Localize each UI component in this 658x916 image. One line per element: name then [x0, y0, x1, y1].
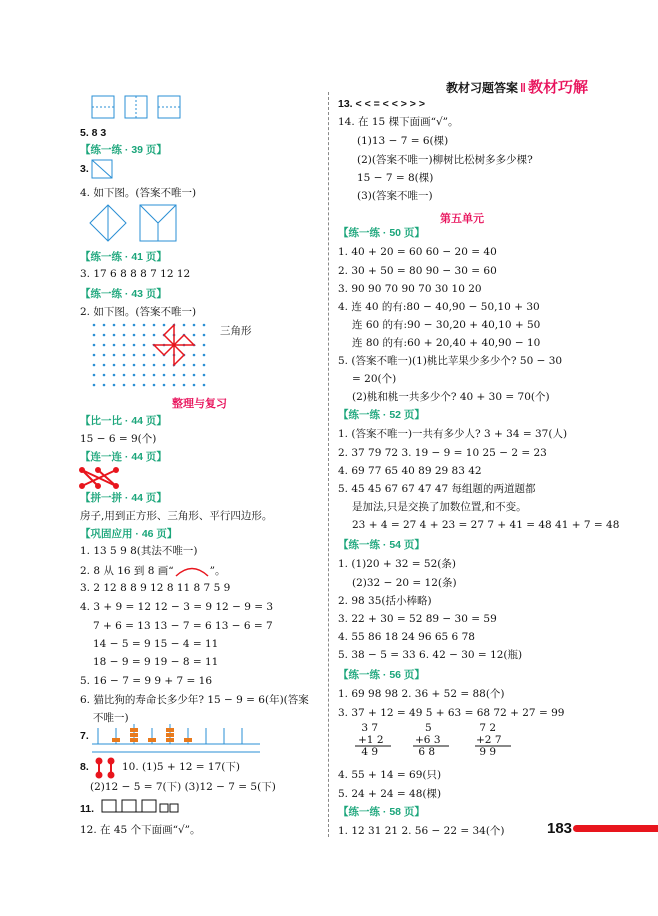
- answer-line: 5. 38 − 5 = 33 6. 42 − 30 = 12(瓶): [338, 649, 523, 661]
- header-separator: ‖: [520, 81, 526, 95]
- header-left: 教材习题答案: [445, 81, 518, 95]
- calc-lines: [355, 745, 515, 747]
- answer-line: 2. 98 35(括小棒略): [338, 595, 432, 607]
- shape-label: 三角形: [220, 325, 252, 337]
- page-number-bar: [573, 825, 658, 832]
- rope-figure: [95, 758, 117, 778]
- column-divider: [328, 92, 329, 837]
- answer-line: 4. 55 86 18 24 96 65 6 78: [338, 631, 475, 643]
- answer-line: 1. 40 + 20 = 60 60 − 20 = 40: [338, 246, 497, 258]
- answer-line: 5. (答案不唯一)(1)桃比苹果少多少个? 50 − 30: [338, 355, 563, 367]
- answer-line: 5. 45 45 67 67 47 47 每组题的两道题都: [338, 483, 536, 495]
- answer-line: (1)13 − 7 = 6(棵): [357, 135, 449, 147]
- shapes-figure: [90, 205, 180, 243]
- answer-line: 1. 69 98 98 2. 36 + 52 = 88(个): [338, 688, 505, 700]
- section-heading: 【巩固应用 · 46 页】: [80, 528, 178, 540]
- answer-text: 2. 8 从 16 到 8 画“: [80, 565, 174, 577]
- dot-grid-figure: [92, 323, 212, 391]
- page-number: 183: [547, 820, 573, 837]
- answer-line: 15 − 6 = 9(个): [80, 433, 157, 445]
- matching-figure: [80, 468, 120, 488]
- answer-line: [80, 565, 226, 577]
- answer-line: (3)(答案不唯一): [357, 190, 433, 202]
- squares-figure: [102, 800, 182, 814]
- answer-line: 10. (1)5 + 12 = 17(下): [122, 761, 240, 773]
- section-heading: 【连一连 · 44 页】: [80, 451, 167, 463]
- answer-line: 2. 37 79 72 3. 19 − 9 = 10 25 − 2 = 23: [338, 447, 547, 459]
- section-heading: 【拼一拼 · 44 页】: [80, 492, 167, 504]
- section-heading: 【练一练 · 56 页】: [338, 669, 425, 681]
- answer-line: 1. 12 31 21 2. 56 − 22 = 34(个): [338, 825, 505, 837]
- answer-line: 2. 30 + 50 = 80 90 − 30 = 60: [338, 265, 497, 277]
- answer-line: (2)(答案不唯一)柳树比松树多多少棵?: [357, 154, 533, 166]
- answer-line: 15 − 7 = 8(棵): [357, 172, 434, 184]
- answer-line: 5. 8 3: [80, 127, 107, 139]
- answer-line: 23 + 4 = 27 4 + 23 = 27 7 + 41 = 48 41 + 7 = 48: [352, 519, 620, 531]
- unit-heading: 第五单元: [440, 213, 484, 225]
- section-heading: 【练一练 · 43 页】: [80, 288, 167, 300]
- answer-line: 4. 55 + 14 = 69(只): [338, 769, 442, 781]
- answer-line: 1. (答案不唯一)一共有多少人? 3 + 34 = 37(人): [338, 428, 568, 440]
- answer-line: 4. 如下图。(答案不唯一): [80, 187, 197, 199]
- page-header: [446, 76, 588, 97]
- answer-line: (2)桃和桃一共多少个? 40 + 30 = 70(个): [352, 391, 550, 403]
- answer-line: 11.: [80, 803, 95, 815]
- answer-line: 连 80 的有:60 + 20,40 + 40,90 − 10: [352, 337, 541, 349]
- answer-line: 3. 22 + 30 = 52 89 − 30 = 59: [338, 613, 497, 625]
- arc-mark-icon: [174, 565, 210, 577]
- folding-squares-figure: [92, 96, 182, 120]
- section-heading: 【练一练 · 58 页】: [338, 806, 425, 818]
- answer-line: 12. 在 45 个下面画“√”。: [80, 824, 201, 836]
- answer-line: 7 + 6 = 13 13 − 7 = 6 13 − 6 = 7: [93, 620, 273, 632]
- answer-line: 3. 37 + 12 = 49 5 + 63 = 68 72 + 27 = 99: [338, 707, 565, 719]
- answer-line: 房子,用到正方形、三角形、平行四边形。: [80, 510, 273, 522]
- section-heading: 【练一练 · 50 页】: [338, 227, 425, 239]
- answer-line: 13. < < = < < > > >: [338, 98, 425, 110]
- answer-line: 1. (1)20 + 32 = 52(条): [338, 558, 456, 570]
- triangle-figure: [92, 160, 114, 180]
- answer-line: 14 − 5 = 9 15 − 4 = 11: [93, 638, 219, 650]
- section-heading: 【练一练 · 39 页】: [80, 144, 167, 156]
- vertical-calculation: 3 7 +1 2 4 9: [358, 722, 384, 758]
- answer-line: 5. 24 + 24 = 48(棵): [338, 788, 442, 800]
- vertical-calculation: 7 2 +2 7 9 9: [476, 722, 502, 758]
- answer-line: 3. 90 90 70 90 70 30 10 20: [338, 283, 482, 295]
- answer-line: 5. 16 − 7 = 9 9 + 7 = 16: [80, 675, 213, 687]
- answer-line: 1. 13 5 9 8(其法不唯一): [80, 545, 198, 557]
- answer-line: 不唯一): [93, 712, 129, 724]
- answer-line: 连 60 的有:90 − 30,20 + 40,10 + 50: [352, 319, 541, 331]
- abacus-figure: [92, 722, 262, 754]
- vertical-calculation: 5 +6 3 6 8: [415, 722, 441, 758]
- answer-line: 14. 在 15 棵下面画“√”。: [338, 116, 459, 128]
- answer-line: 是加法,只是交换了加数位置,和不变。: [352, 501, 527, 513]
- answer-line: 4. 69 77 65 40 89 29 83 42: [338, 465, 482, 477]
- header-title: 教材巧解: [527, 79, 588, 96]
- answer-line: (2)32 − 20 = 12(条): [352, 577, 457, 589]
- answer-line: 3.: [80, 163, 89, 175]
- section-heading: 【比一比 · 44 页】: [80, 415, 167, 427]
- answer-line: 7.: [80, 730, 89, 742]
- answer-line: (2)12 − 5 = 7(下) (3)12 − 7 = 5(下): [90, 781, 276, 793]
- section-heading: 【练一练 · 52 页】: [338, 409, 425, 421]
- answer-line: 6. 猫比狗的寿命长多少年? 15 − 9 = 6(年)(答案: [80, 694, 309, 706]
- answer-line: 8.: [80, 761, 89, 773]
- answer-line: 2. 如下图。(答案不唯一): [80, 306, 197, 318]
- section-heading: 【练一练 · 54 页】: [338, 539, 425, 551]
- answer-text: ”。: [209, 565, 226, 577]
- section-heading: 【练一练 · 41 页】: [80, 251, 167, 263]
- answer-line: 3. 17 6 8 8 8 7 12 12: [80, 268, 191, 280]
- answer-line: 3. 2 12 8 8 9 12 8 11 8 7 5 9: [80, 582, 231, 594]
- answer-line: = 20(个): [352, 373, 397, 385]
- answer-line: 4. 连 40 的有:80 − 40,90 − 50,10 + 30: [338, 301, 540, 313]
- answer-line: 4. 3 + 9 = 12 12 − 3 = 9 12 − 9 = 3: [80, 601, 274, 613]
- answer-line: 18 − 9 = 9 19 − 8 = 11: [93, 656, 219, 668]
- unit-heading: 整理与复习: [172, 398, 227, 410]
